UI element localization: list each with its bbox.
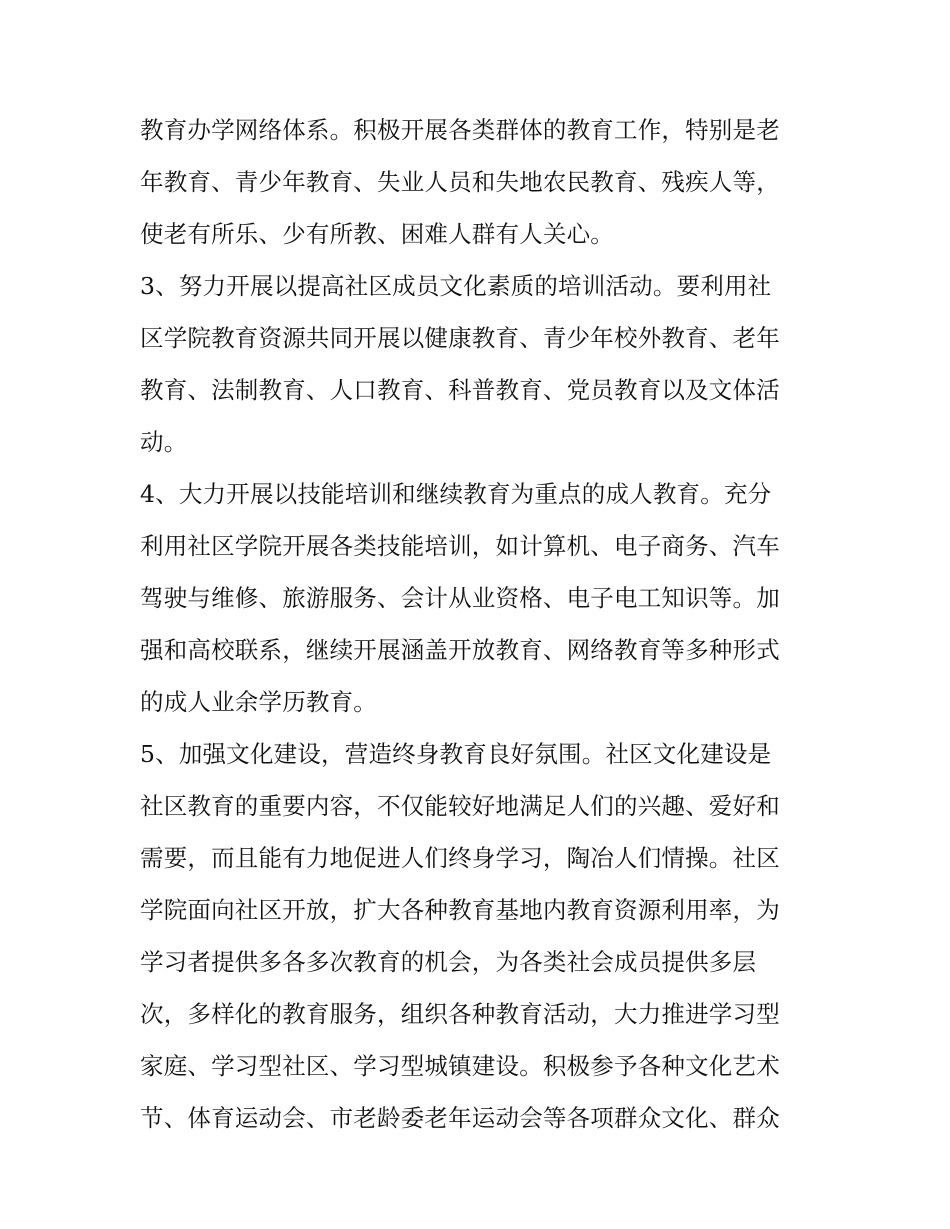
text-line: 需要，而且能有力地促进人们终身学习，陶冶人们情操。社区 bbox=[140, 844, 780, 872]
text-line: 3、努力开展以提高社区成员文化素质的培训活动。要利用社 bbox=[140, 272, 772, 300]
text-line: 5、加强文化建设，营造终身教育良好氛围。社区文化建设是 bbox=[140, 740, 772, 768]
text-line: 驾驶与维修、旅游服务、会计从业资格、电子电工知识等。加 bbox=[140, 584, 780, 612]
text-line: 家庭、学习型社区、学习型城镇建设。积极参予各种文化艺术 bbox=[140, 1052, 780, 1080]
text-line: 的成人业余学历教育。 bbox=[140, 688, 377, 716]
text-line: 利用社区学院开展各类技能培训，如计算机、电子商务、汽车 bbox=[140, 532, 780, 560]
text-line: 使老有所乐、少有所教、困难人群有人关心。 bbox=[140, 220, 614, 248]
text-line: 4、大力开展以技能培训和继续教育为重点的成人教育。充分 bbox=[140, 480, 772, 508]
text-line: 学院面向社区开放，扩大各种教育基地内教育资源利用率，为 bbox=[140, 896, 780, 924]
text-line: 动。 bbox=[140, 428, 188, 456]
text-line: 节、体育运动会、市老龄委老年运动会等各项群众文化、群众 bbox=[140, 1104, 780, 1132]
text-line: 次，多样化的教育服务，组织各种教育活动，大力推进学习型 bbox=[140, 1000, 780, 1028]
text-line: 年教育、青少年教育、失业人员和失地农民教育、残疾人等， bbox=[140, 168, 780, 196]
text-line: 教育办学网络体系。积极开展各类群体的教育工作，特别是老 bbox=[140, 116, 780, 144]
text-line: 学习者提供多各多次教育的机会，为各类社会成员提供多层 bbox=[140, 948, 757, 976]
text-line: 教育、法制教育、人口教育、科普教育、党员教育以及文体活 bbox=[140, 376, 780, 404]
text-line: 区学院教育资源共同开展以健康教育、青少年校外教育、老年 bbox=[140, 324, 780, 352]
text-line: 强和高校联系，继续开展涵盖开放教育、网络教育等多种形式 bbox=[140, 636, 780, 664]
text-line: 社区教育的重要内容，不仅能较好地满足人们的兴趣、爱好和 bbox=[140, 792, 780, 820]
